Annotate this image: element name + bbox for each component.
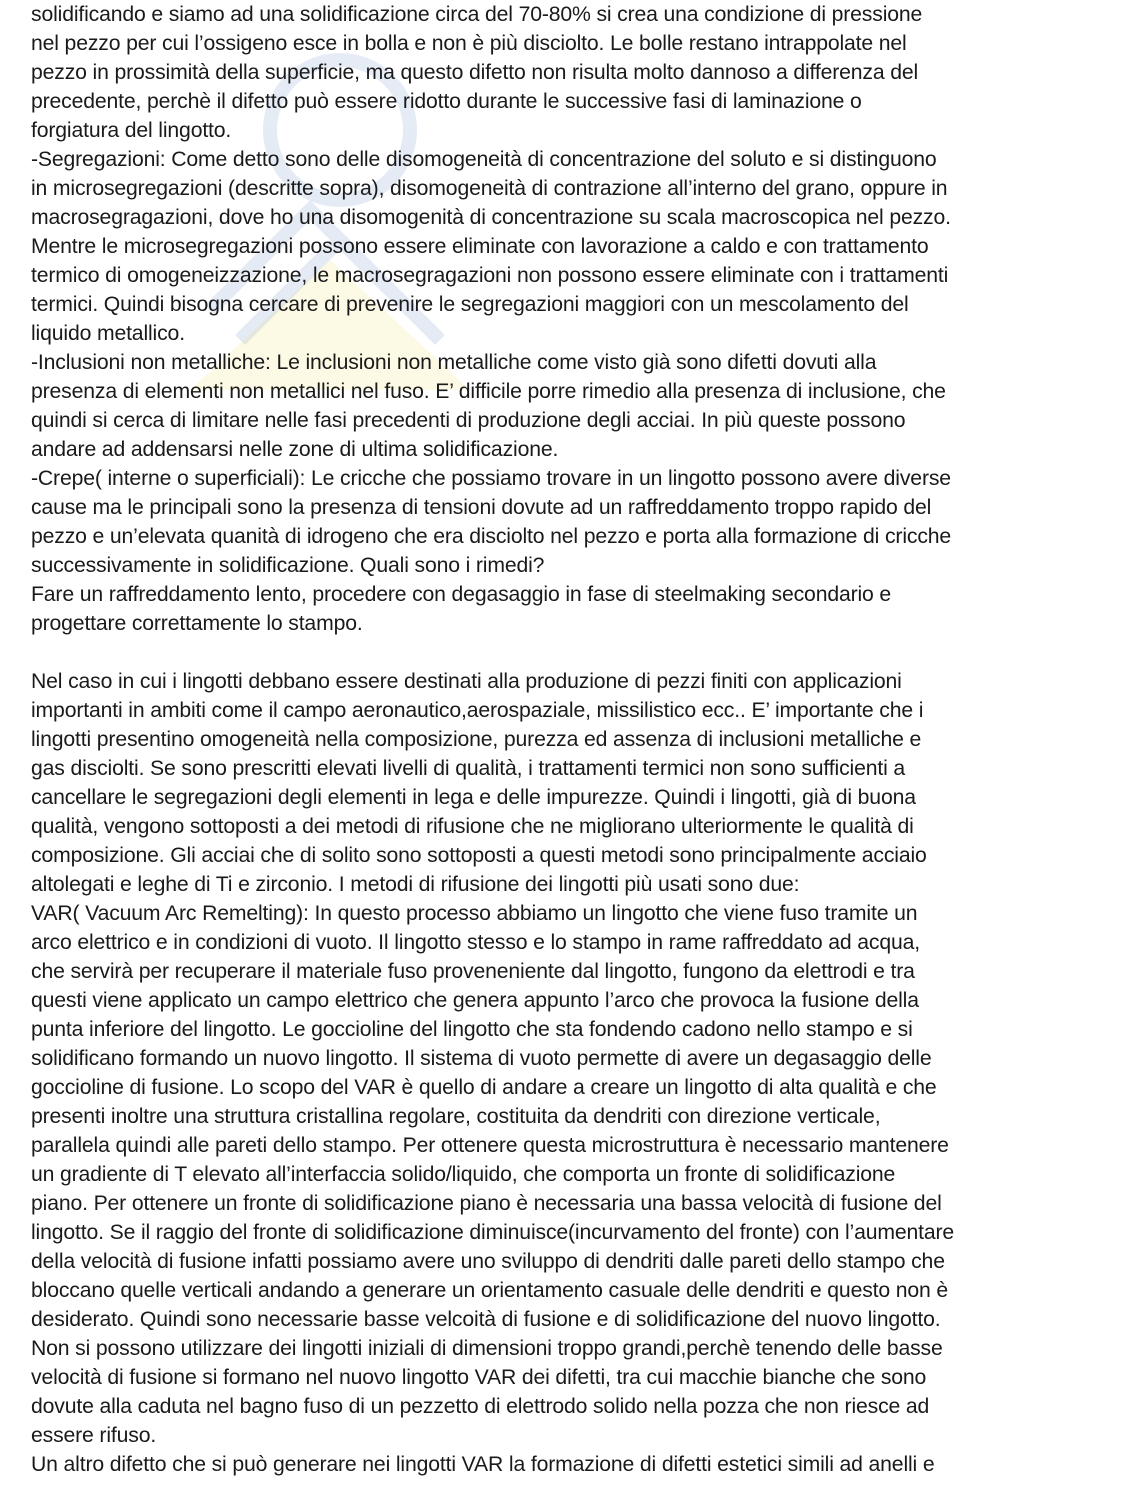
text-line: forgiatura del lingotto.: [31, 119, 232, 142]
text-line: questi viene applicato un campo elettrico che genera appunto l’arco che provoca la fusione della: [31, 989, 919, 1012]
text-line: Non si possono utilizzare dei lingotti iniziali di dimensioni troppo grandi,perchè tenendo delle basse: [31, 1337, 943, 1360]
text-line: un gradiente di T elevato all’interfaccia solido/liquido, che comporta un fronte di solidificazione: [31, 1163, 896, 1186]
text-line: importanti in ambiti come il campo aeronautico,aerospaziale, missilistico ecc.. E’ importante che i: [31, 699, 924, 722]
text-line: termici. Quindi bisogna cercare di prevenire le segregazioni maggiori con un mescolamento del: [31, 293, 909, 316]
text-line: dovute alla caduta nel bagno fuso di un pezzetto di elettrodo solido nella pozza che non riesce ad: [31, 1395, 930, 1418]
text-line: lingotti presentino omogeneità nella composizione, purezza ed assenza di inclusioni metalliche e: [31, 728, 922, 751]
text-line: solidificano formando un nuovo lingotto. Il sistema di vuoto permette di avere un degasaggio delle: [31, 1047, 932, 1070]
text-line: composizione. Gli acciai che di solito sono sottoposti a questi metodi sono principalmente acciaio: [31, 844, 927, 867]
text-line: VAR( Vacuum Arc Remelting): In questo processo abbiamo un lingotto che viene fuso tramite un: [31, 902, 918, 925]
text-line: lingotto. Se il raggio del fronte di solidificazione diminuisce(incurvamento del fronte) con l’aumentare: [31, 1221, 955, 1244]
text-line: piano. Per ottenere un fronte di solidificazione piano è necessaria una bassa velocità di fusione del: [31, 1192, 942, 1215]
text-line: qualità, vengono sottoposti a dei metodi di rifusione che ne migliorano ulteriormente le qualità di: [31, 815, 914, 838]
paragraph-remelting: [31, 667, 1131, 1479]
text-line: goccioline di fusione. Lo scopo del VAR è quello di andare a creare un lingotto di alta qualità e che: [31, 1076, 937, 1099]
text-line: -Inclusioni non metalliche: Le inclusioni non metalliche come visto già sono difetti dovuti alla: [31, 351, 877, 374]
text-line: desiderato. Quindi sono necessarie basse velcoità di fusione e di solidificazione del nuovo lingotto.: [31, 1308, 941, 1331]
text-line: presenza di elementi non metallici nel fuso. E’ difficile porre rimedio alla presenza di inclusione, che: [31, 380, 946, 403]
text-line: pezzo e un’elevata quanità di idrogeno che era disciolto nel pezzo e porta alla formazione di cricche: [31, 525, 952, 548]
text-line: Un altro difetto che si può generare nei lingotti VAR la formazione di difetti estetici simili ad anelli e: [31, 1453, 935, 1476]
text-line: che servirà per recuperare il materiale fuso proveneniente dal lingotto, fungono da elettrodi e tra: [31, 960, 915, 983]
text-line: termico di omogeneizzazione, le macrosegragazioni non possono essere eliminate con i trattamenti: [31, 264, 949, 287]
text-line: pezzo in prossimità della superficie, ma questo difetto non risulta molto dannoso a differenza del: [31, 61, 919, 84]
text-line: Mentre le microsegregazioni possono essere eliminate con lavorazione a caldo e con trattamento: [31, 235, 929, 258]
text-line: cause ma le principali sono la presenza di tensioni dovute ad un raffreddamento troppo rapido del: [31, 496, 932, 519]
text-line: macrosegragazioni, dove ho una disomogenità di concentrazione su scala macroscopica nel pezzo.: [31, 206, 951, 229]
paragraph-defects: [31, 0, 1131, 638]
text-line: liquido metallico.: [31, 322, 185, 345]
document-text: [31, 0, 1131, 1479]
text-line: quindi si cerca di limitare nelle fasi precedenti di produzione degli acciai. In più queste possono: [31, 409, 906, 432]
text-line: della velocità di fusione infatti possiamo avere uno sviluppo di dendriti dalle pareti dello stampo che: [31, 1250, 945, 1273]
text-line: -Segregazioni: Come detto sono delle disomogeneità di concentrazione del soluto e si distinguono: [31, 148, 937, 171]
text-line: -Crepe( interne o superficiali): Le cricche che possiamo trovare in un lingotto possono avere diverse: [31, 467, 951, 490]
text-line: gas disciolti. Se sono prescritti elevati livelli di qualità, i trattamenti termici non sono sufficienti a: [31, 757, 905, 780]
text-line: cancellare le segregazioni degli elementi in lega e delle impurezze. Quindi i lingotti, già di buona: [31, 786, 916, 809]
text-line: precedente, perchè il difetto può essere ridotto durante le successive fasi di laminazione o: [31, 90, 862, 113]
text-line: successivamente in solidificazione. Quali sono i rimedi?: [31, 554, 545, 577]
text-line: nel pezzo per cui l’ossigeno esce in bolla e non è più disciolto. Le bolle restano intrappolate nel: [31, 32, 907, 55]
paragraph-spacer: [31, 638, 1131, 667]
text-line: andare ad addensarsi nelle zone di ultima solidificazione.: [31, 438, 559, 461]
text-line: punta inferiore del lingotto. Le goccioline del lingotto che sta fondendo cadono nello stampo e si: [31, 1018, 913, 1041]
text-line: Fare un raffreddamento lento, procedere con degasaggio in fase di steelmaking secondario e: [31, 583, 892, 606]
text-line: progettare correttamente lo stampo.: [31, 612, 363, 635]
text-line: velocità di fusione si formano nel nuovo lingotto VAR dei difetti, tra cui macchie bianche che sono: [31, 1366, 927, 1389]
text-line: essere rifuso.: [31, 1424, 157, 1447]
text-line: in microsegregazioni (descritte sopra), disomogeneità di contrazione all’interno del grano, oppure in: [31, 177, 948, 200]
text-line: solidificando e siamo ad una solidificazione circa del 70-80% si crea una condizione di pressione: [31, 3, 923, 26]
text-line: parallela quindi alle pareti dello stampo. Per ottenere questa microstruttura è necessario mantenere: [31, 1134, 949, 1157]
text-line: bloccano quelle verticali andando a generare un orientamento casuale delle dendriti e questo non è: [31, 1279, 949, 1302]
text-line: arco elettrico e in condizioni di vuoto. Il lingotto stesso e lo stampo in rame raffreddato ad acqua,: [31, 931, 920, 954]
text-line: presenti inoltre una struttura cristallina regolare, costituita da dendriti con direzione verticale,: [31, 1105, 881, 1128]
text-line: Nel caso in cui i lingotti debbano essere destinati alla produzione di pezzi finiti con applicazioni: [31, 670, 902, 693]
text-line: altolegati e leghe di Ti e zirconio. I metodi di rifusione dei lingotti più usati sono due:: [31, 873, 800, 896]
